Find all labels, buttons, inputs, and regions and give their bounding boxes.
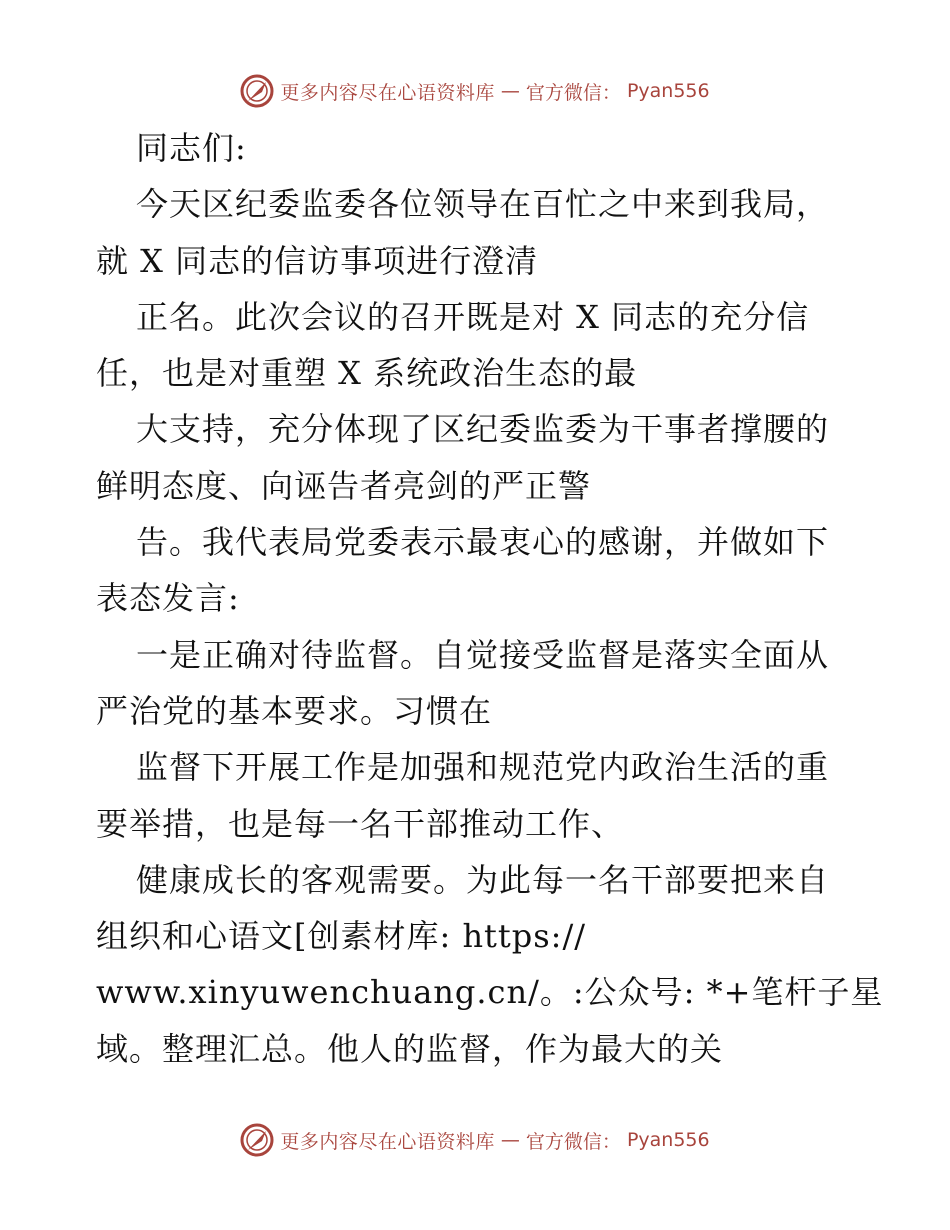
watermark-separator: — <box>500 1129 520 1151</box>
watermark-wechat-id: Pyan556 <box>626 80 710 102</box>
text-line: 正名。此次会议的召开既是对 X 同志的充分信 <box>136 297 810 336</box>
header-watermark <box>0 71 950 111</box>
quill-logo-icon <box>240 74 274 108</box>
text-line: 告。我代表局党委表示最衷心的感谢，并做如下 <box>136 523 830 562</box>
text-line: 一是正确对待监督。自觉接受监督是落实全面从 <box>136 635 830 674</box>
text-line: 要举措，也是每一名干部推动工作、 <box>96 804 625 843</box>
text-line: 鲜明态度、向诬告者亮剑的严正警 <box>96 466 592 505</box>
watermark-wechat-label: 官方微信： <box>525 81 621 104</box>
text-line: 任，也是对重塑 X 系统政治生态的最 <box>96 354 638 393</box>
document-body <box>96 120 884 1077</box>
watermark-main-text: 更多内容尽在心语资料库 <box>280 81 495 104</box>
text-line: www.xinyuwenchuang.cn/。:公众号: *+笔杆子星 <box>96 973 884 1012</box>
watermark-wechat-id: Pyan556 <box>626 1129 710 1151</box>
text-line: 组织和心语文[创素材库: https:// <box>96 917 587 956</box>
watermark-separator: — <box>500 80 520 102</box>
quill-logo-icon <box>240 1123 274 1157</box>
footer-watermark <box>0 1120 950 1160</box>
watermark-wechat-label: 官方微信： <box>525 1130 621 1153</box>
text-line: 大支持，充分体现了区纪委监委为干事者撑腰的 <box>136 410 830 449</box>
text-line: 同志们: <box>136 129 247 167</box>
text-line: 域。整理汇总。他人的监督，作为最大的关 <box>96 1029 724 1068</box>
text-line: 健康成长的客观需要。为此每一名干部要把来自 <box>136 860 830 899</box>
text-line: 严治党的基本要求。习惯在 <box>96 691 493 730</box>
text-line: 监督下开展工作是加强和规范党内政治生活的重 <box>136 748 830 787</box>
text-line: 就 X 同志的信访事项进行澄清 <box>96 241 539 280</box>
watermark-main-text: 更多内容尽在心语资料库 <box>280 1130 495 1153</box>
text-line: 今天区纪委监委各位领导在百忙之中来到我局， <box>136 185 830 224</box>
text-line: 表态发言: <box>96 579 240 618</box>
